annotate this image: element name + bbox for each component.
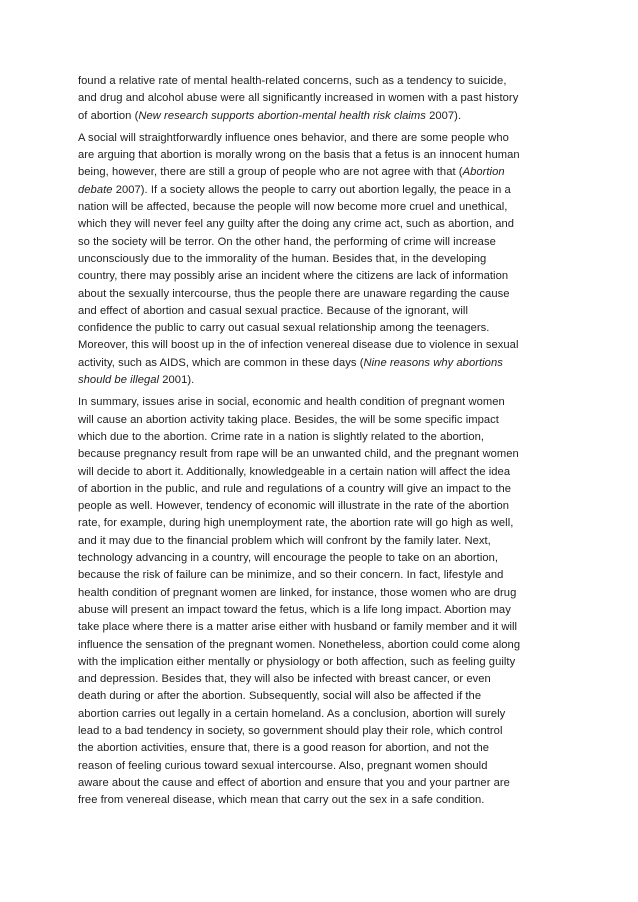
citation-text: Abortion [462,166,505,179]
text-run: activity, such as AIDS, which are common in these days ( [78,356,364,369]
text-line [78,320,562,337]
text-run: unconsciously due to the immorality of the human. Besides that, in the developing [78,252,487,265]
text-run: with the implication either mentally or physiology or both affection, such as feeling guilty [78,655,516,668]
body-text [78,73,562,814]
text-run: nation will be affected, because the people will now become more cruel and unethical, [78,201,508,214]
text-run: of abortion ( [78,109,139,122]
text-line [78,446,562,463]
text-line [78,216,562,233]
text-run: which due to the abortion. Crime rate in a nation is slightly related to the abortion, [78,430,485,443]
text-run: will decide to abort it. Additionally, knowledgeable in a certain nation will affect the idea [78,465,511,478]
text-line [78,792,562,809]
text-run: 2001). [159,374,195,387]
text-line [78,130,562,147]
text-run: which they will never feel any guilty after the doing any crime act, such as abortion, and [78,218,515,231]
text-line [78,73,562,90]
text-run: because pregnancy result from rape will be an unwanted child, and the pregnant women [78,448,519,461]
text-run: reason of feeling curious toward sexual intercourse. Also, pregnant women should [78,759,488,772]
text-run: will cause an abortion activity taking place. Besides, the will be some specific impact [78,413,499,426]
text-run: technology advancing in a country, will encourage the people to take on an abortion, [78,552,499,565]
paragraph [78,394,562,809]
text-run: of abortion in the public, and rule and regulations of a country will give an impact to the [78,482,512,495]
text-run: and drug and alcohol abuse were all significantly increased in women with a past history [78,92,519,105]
text-run: found a relative rate of mental health-related concerns, such as a tendency to suicide, [78,75,507,87]
text-run: influence the sensation of the pregnant women. Nonetheless, abortion could come along [78,638,521,651]
text-line [78,147,562,164]
text-run: abuse will present an impact toward the fetus, which is a life long impact. Abortion may [78,603,511,616]
text-run: take place where there is a matter arise either with husband or family member and it will [78,621,518,634]
text-line [78,758,562,775]
text-line [78,303,562,320]
text-run: health condition of pregnant women are linked, for instance, those women who are drug [78,586,517,599]
text-line [78,372,562,389]
text-run: so the society will be terror. On the other hand, the performing of crime will increase [78,235,496,248]
citation-text: should be illegal [78,374,160,387]
text-line [78,637,562,654]
text-run: death during or after the abortion. Subsequently, social will also be affected if the [78,690,482,703]
text-line [78,90,562,107]
text-line [78,182,562,199]
text-line [78,481,562,498]
text-run: abortion carries out legally in a certain homeland. As a conclusion, abortion will surely [78,707,506,720]
text-line [78,108,562,125]
text-line [78,688,562,705]
text-line [78,515,562,532]
text-run: free from venereal disease, which mean that carry out the sex in a safe condition. [78,794,485,807]
text-line [78,464,562,481]
text-run: people as well. However, tendency of economic will illustrate in the rate of the abortion [78,500,510,513]
text-run: and it may due to the financial problem which will confront by the family later. Next, [78,534,491,547]
text-run: and effect of abortion and casual sexual practice. Because of the ignorant, will [78,304,469,317]
text-line [78,337,562,354]
citation-text: New research supports abortion-mental health risk claims [138,109,426,122]
text-line [78,268,562,285]
text-line [78,654,562,671]
paragraph [78,130,562,389]
text-run: being, however, there are still a group of people who are not agree with that ( [78,166,463,179]
text-line [78,723,562,740]
text-line [78,164,562,181]
text-run: Moreover, this will boost up in the of infection venereal disease due to violence in sexual [78,339,519,352]
text-line [78,286,562,303]
text-line [78,412,562,429]
text-line [78,602,562,619]
text-line [78,740,562,757]
text-line [78,619,562,636]
text-line [78,550,562,567]
text-run: In summary, issues arise in social, economic and health condition of pregnant women [78,396,505,409]
text-run: aware about the cause and effect of abortion and ensure that you and your partner are [78,776,510,789]
text-run: about the sexually intercourse, thus the people there are unaware regarding the cause [78,287,510,300]
citation-text: debate [78,183,113,196]
text-line [78,251,562,268]
text-run: confidence the public to carry out casual sexual relationship among the teenagers. [78,322,490,335]
text-line [78,355,562,372]
paragraph [78,73,562,125]
text-line [78,199,562,216]
text-line [78,533,562,550]
text-line [78,234,562,251]
text-run: and depression. Besides that, they will also be infected with breast cancer, or even [78,673,491,686]
text-run: A social will straightforwardly influence ones behavior, and there are some people who [78,131,509,144]
text-run: 2007). [425,109,462,122]
text-line [78,429,562,446]
text-run: 2007). If a society allows the people to carry out abortion legally, the peace in a [112,183,511,196]
text-run: because the risk of failure can be minimize, and so their concern. In fact, lifestyle and [78,569,504,582]
text-line [78,671,562,688]
citation-text: Nine reasons why abortions [363,356,503,369]
text-run: rate, for example, during high unemployment rate, the abortion rate will go high as well, [78,517,514,530]
text-run: are arguing that abortion is morally wrong on the basis that a fetus is an innocent human [78,149,520,162]
text-line [78,706,562,723]
text-line [78,394,562,411]
text-run: lead to a bad tendency in society, so government should play their role, which control [78,724,503,737]
text-run: the abortion activities, ensure that, there is a good reason for abortion, and not the [78,742,490,755]
text-run: country, there may possibly arise an incident where the citizens are lack of information [78,270,509,283]
text-line [78,498,562,515]
text-line [78,585,562,602]
text-line [78,775,562,792]
text-line [78,567,562,584]
